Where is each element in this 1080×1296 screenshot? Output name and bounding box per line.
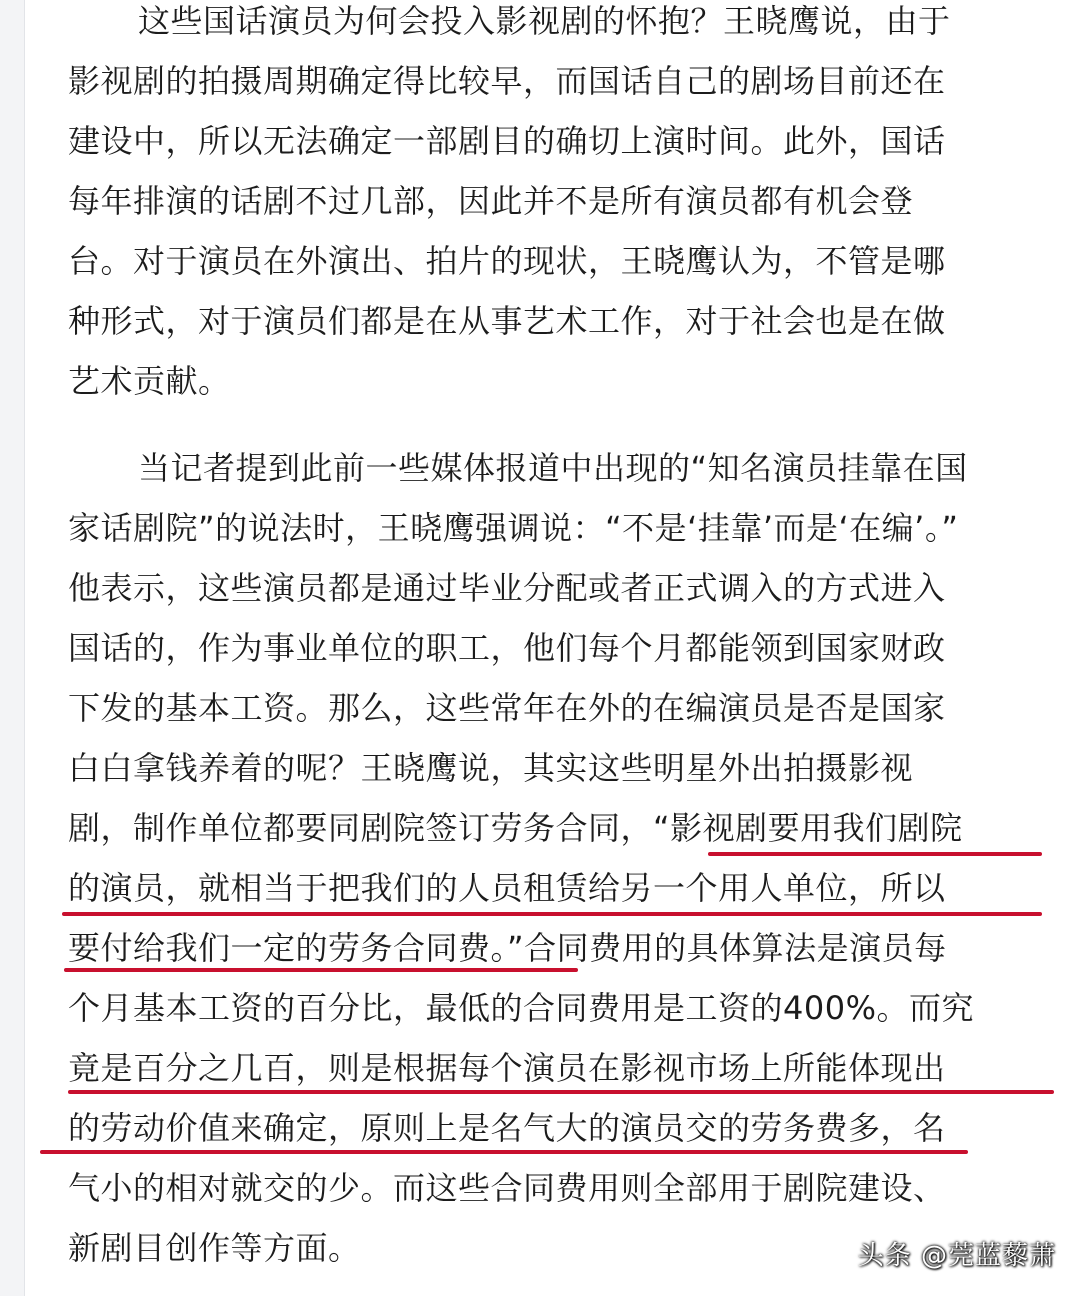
text-line: 国话的，作为事业单位的职工，他们每个月都能领到国家财政 [68,629,946,667]
highlight-underline [62,912,1042,916]
text-line: 白白拿钱养着的呢？王晓鹰说，其实这些明星外出拍摄影视 [68,749,914,787]
text-line: 下发的基本工资。那么，这些常年在外的在编演员是否是国家 [68,689,946,727]
text-line: 种形式，对于演员们都是在从事艺术工作，对于社会也是在做 [68,302,946,340]
text-line: 新剧目创作等方面。 [68,1229,361,1267]
watermark: 头条 @莞蓝藜萧 [857,1241,1056,1271]
highlight-underline [708,852,1042,856]
text-line: 剧，制作单位都要同剧院签订劳务合同，“影视剧要用我们剧院 [68,809,963,847]
text-line: 每年排演的话剧不过几部，因此并不是所有演员都有机会登 [68,182,914,220]
highlight-underline [40,1150,968,1154]
text-line: 建设中，所以无法确定一部剧目的确切上演时间。此外，国话 [68,122,946,160]
highlight-underline [68,1090,1054,1094]
text-line: 气小的相对就交的少。而这些合同费用则全部用于剧院建设、 [68,1169,946,1207]
page-edge [0,0,25,1296]
text-line: 家话剧院”的说法时，王晓鹰强调说：“不是‘挂靠’而是‘在编’。” [68,509,959,547]
text-line: 要付给我们一定的劳务合同费。”合同费用的具体算法是演员每 [68,929,947,967]
text-line: 影视剧的拍摄周期确定得比较早，而国话自己的剧场目前还在 [68,62,946,100]
text-line: 艺术贡献。 [68,362,231,400]
text-line: 当记者提到此前一些媒体报道中出现的“知名演员挂靠在国 [138,449,968,487]
text-line: 竟是百分之几百，则是根据每个演员在影视市场上所能体现出 [68,1049,946,1087]
text-line: 的劳动价值来确定，原则上是名气大的演员交的劳务费多，名 [68,1109,946,1147]
text-line: 台。对于演员在外演出、拍片的现状，王晓鹰认为，不管是哪 [68,242,946,280]
text-line: 个月基本工资的百分比，最低的合同费用是工资的400%。而究 [68,989,974,1027]
highlight-underline [64,968,578,972]
text-line: 他表示，这些演员都是通过毕业分配或者正式调入的方式进入 [68,569,946,607]
text-line: 这些国话演员为何会投入影视剧的怀抱？王晓鹰说，由于 [138,2,951,40]
text-line: 的演员，就相当于把我们的人员租赁给另一个用人单位，所以 [68,869,946,907]
